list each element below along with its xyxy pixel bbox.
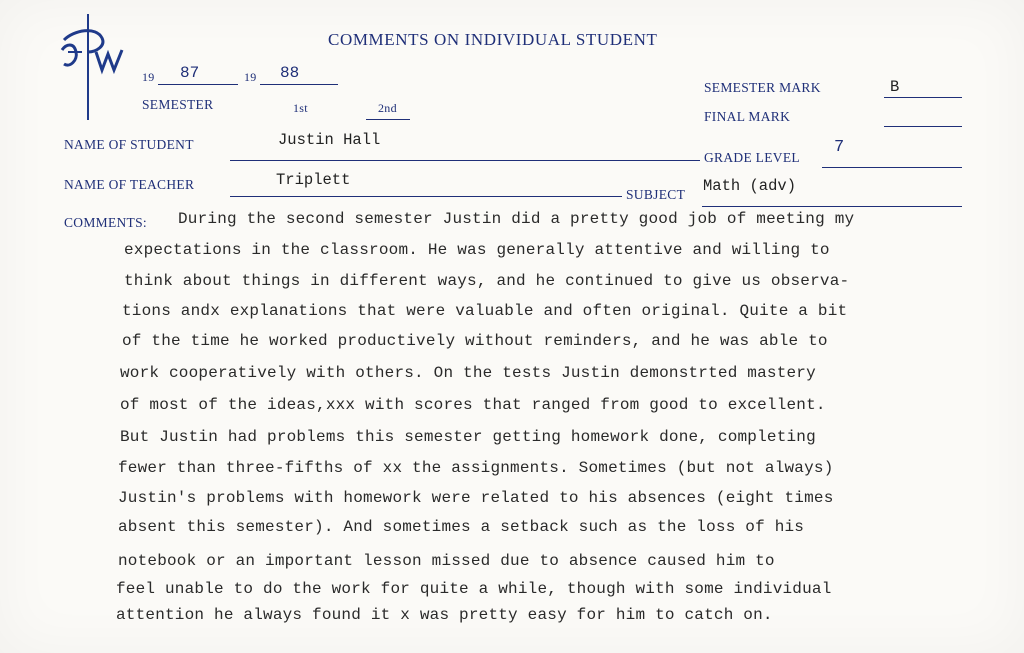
semester-label: SEMESTER [142,97,214,112]
comment-line: tions andx explanations that were valuable and often original. Quite a bit [122,302,848,320]
name-of-teacher-label: NAME OF TEACHER [64,177,195,192]
comment-line: think about things in different ways, and he continued to give us observa- [124,272,850,290]
comments-label: COMMENTS: [64,215,147,230]
subject-value: Math (adv) [703,177,797,195]
comment-line: feel unable to do the work for quite a while, though with some individual [116,580,832,598]
comment-line: notebook or an important lesson missed due to absence caused him to [118,552,775,570]
semester-2nd: 2nd [378,101,397,115]
year-value-1: 87 [180,64,200,82]
semester-1st: 1st [293,101,308,115]
comment-line: of the time he worked productively without reminders, and he was able to [122,332,828,350]
teacher-name-value: Triplett [276,171,351,189]
comment-line: expectations in the classroom. He was generally attentive and willing to [124,241,830,259]
student-name-value: Justin Hall [278,131,381,149]
year-value-2: 88 [280,64,300,82]
subject-label: SUBJECT [626,187,686,202]
comment-line: absent this semester). And sometimes a setback such as the loss of his [118,518,805,536]
comment-line: work cooperatively with others. On the tests Justin demonstrted mastery [120,364,816,382]
grade-level-value: 7 [834,138,845,157]
comment-line: fewer than three-fifths of xx the assignments. Sometimes (but not always) [118,459,834,477]
form-title: COMMENTS ON INDIVIDUAL STUDENT [328,30,658,49]
year-prefix-1: 19 [142,70,155,84]
final-mark-label: FINAL MARK [704,109,791,124]
comment-line: But Justin had problems this semester getting homework done, completing [120,428,816,446]
year-prefix-2: 19 [244,70,257,84]
semester-mark-value: B [890,78,900,96]
name-of-student-label: NAME OF STUDENT [64,137,194,152]
semester-mark-label: SEMESTER MARK [704,80,821,95]
comment-line: During the second semester Justin did a pretty good job of meeting my [178,210,855,228]
comment-line: Justin's problems with homework were related to his absences (eight times [118,489,834,507]
comment-line: attention he always found it x was pretty easy for him to catch on. [116,606,773,624]
comment-line: of most of the ideas,xxx with scores that ranged from good to excellent. [120,396,826,414]
grade-level-label: GRADE LEVEL [704,150,800,165]
